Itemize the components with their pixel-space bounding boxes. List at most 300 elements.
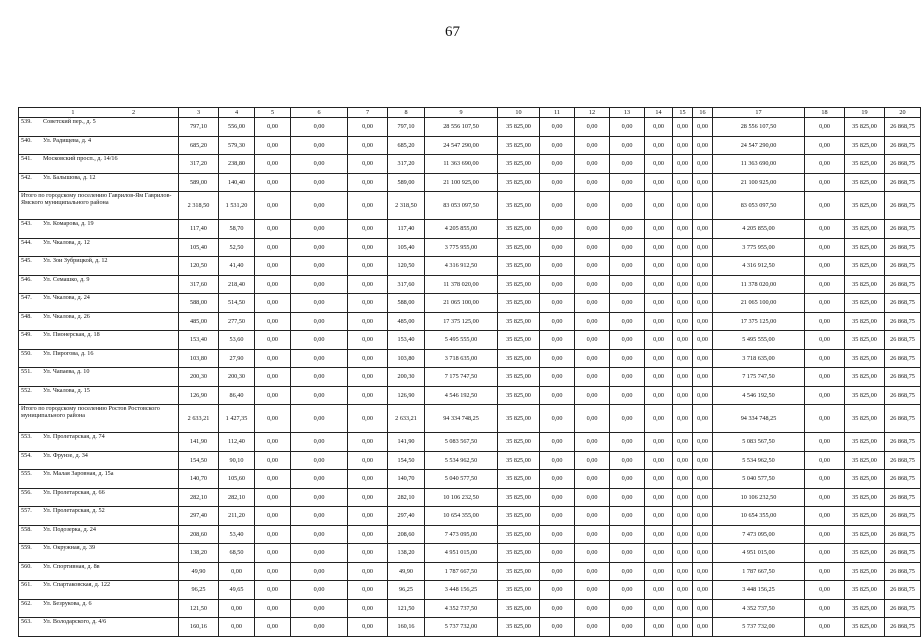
value-cell-14: 0,00 [645,294,673,313]
value-cell-17: 83 053 097,50 [713,192,805,220]
value-cell-5: 0,00 [255,470,291,489]
value-cell-5: 0,00 [255,331,291,350]
value-cell-19: 35 825,00 [845,562,885,581]
value-cell-8: 96,25 [388,581,425,600]
value-cell-11: 0,00 [540,525,575,544]
value-cell-15: 0,00 [673,136,693,155]
value-cell-6: 0,00 [291,275,348,294]
value-cell-14: 0,00 [645,386,673,405]
value-cell-16: 0,00 [693,294,713,313]
value-cell-12: 0,00 [575,618,610,637]
value-cell-9: 94 334 748,25 [425,405,498,433]
address-cell [19,618,179,637]
value-cell-8: 685,20 [388,136,425,155]
header-cell: 16 [693,108,713,118]
address-cell [19,118,179,137]
address-text: Ул. Безрукова, д. 6 [43,599,92,607]
value-cell-4: 0,00 [219,599,255,618]
address-cell [19,470,179,489]
value-cell-4: 86,40 [219,386,255,405]
value-cell-13: 0,00 [610,488,645,507]
row-number: 561. [21,581,32,588]
value-cell-7: 0,00 [348,544,388,563]
address-cell [19,238,179,257]
value-cell-17: 10 654 355,00 [713,507,805,526]
value-cell-4: 90,10 [219,451,255,470]
address-cell [19,599,179,618]
value-cell-16: 0,00 [693,405,713,433]
value-cell-13: 0,00 [610,507,645,526]
value-cell-5: 0,00 [255,599,291,618]
value-cell-7: 0,00 [348,599,388,618]
value-cell-13: 0,00 [610,118,645,137]
value-cell-18: 0,00 [805,220,845,239]
value-cell-18: 0,00 [805,562,845,581]
value-cell-16: 0,00 [693,220,713,239]
value-cell-3: 282,10 [179,488,219,507]
value-cell-4: 282,10 [219,488,255,507]
value-cell-5: 0,00 [255,136,291,155]
value-cell-10: 35 825,00 [498,599,540,618]
row-number: 557. [21,507,32,514]
value-cell-15: 0,00 [673,192,693,220]
value-cell-18: 0,00 [805,544,845,563]
value-cell-19: 35 825,00 [845,599,885,618]
value-cell-14: 0,00 [645,451,673,470]
value-cell-12: 0,00 [575,349,610,368]
value-cell-6: 0,00 [291,405,348,433]
value-cell-6: 0,00 [291,312,348,331]
value-cell-9: 7 473 095,00 [425,525,498,544]
value-cell-20: 26 868,75 [885,618,921,637]
value-cell-4: 556,00 [219,118,255,137]
value-cell-13: 0,00 [610,238,645,257]
value-cell-19: 35 825,00 [845,312,885,331]
value-cell-9: 3 448 156,25 [425,581,498,600]
value-cell-3: 153,40 [179,331,219,350]
value-cell-8: 282,10 [388,488,425,507]
value-cell-15: 0,00 [673,599,693,618]
value-cell-18: 0,00 [805,525,845,544]
value-cell-9: 4 205 855,00 [425,220,498,239]
row-number: 543. [21,220,32,227]
value-cell-7: 0,00 [348,136,388,155]
value-cell-8: 141,90 [388,433,425,452]
value-cell-18: 0,00 [805,599,845,618]
address-cell [19,562,179,581]
address-cell [19,312,179,331]
value-cell-4: 53,40 [219,525,255,544]
header-cell: 18 [805,108,845,118]
value-cell-19: 35 825,00 [845,238,885,257]
row-number: 556. [21,488,32,496]
address-cell [19,581,179,600]
value-cell-18: 0,00 [805,349,845,368]
value-cell-4: 218,40 [219,275,255,294]
value-cell-9: 5 040 577,50 [425,470,498,489]
value-cell-10: 35 825,00 [498,155,540,174]
value-cell-20: 26 868,75 [885,581,921,600]
value-cell-15: 0,00 [673,155,693,174]
value-cell-19: 35 825,00 [845,192,885,220]
value-cell-5: 0,00 [255,173,291,192]
value-cell-3: 297,40 [179,507,219,526]
value-cell-7: 0,00 [348,118,388,137]
value-cell-19: 35 825,00 [845,294,885,313]
value-cell-4: 1 427,35 [219,405,255,433]
address-text: Ул. Подозерка, д. 24 [43,525,96,533]
value-cell-5: 0,00 [255,525,291,544]
header-number-2: 2 [131,109,136,116]
value-cell-9: 5 534 962,50 [425,451,498,470]
header-cell: 20 [885,108,921,118]
value-cell-16: 0,00 [693,136,713,155]
value-cell-7: 0,00 [348,562,388,581]
value-cell-5: 0,00 [255,581,291,600]
value-cell-5: 0,00 [255,220,291,239]
value-cell-12: 0,00 [575,220,610,239]
value-cell-12: 0,00 [575,238,610,257]
value-cell-16: 0,00 [693,581,713,600]
value-cell-15: 0,00 [673,173,693,192]
value-cell-11: 0,00 [540,275,575,294]
value-cell-10: 35 825,00 [498,544,540,563]
value-cell-3: 317,20 [179,155,219,174]
value-cell-18: 0,00 [805,405,845,433]
table-row [19,451,921,470]
value-cell-19: 35 825,00 [845,220,885,239]
value-cell-4: 41,40 [219,257,255,276]
value-cell-4: 52,50 [219,238,255,257]
value-cell-19: 35 825,00 [845,433,885,452]
table-row [19,470,921,489]
value-cell-11: 0,00 [540,433,575,452]
value-cell-5: 0,00 [255,618,291,637]
value-cell-8: 154,50 [388,451,425,470]
value-cell-5: 0,00 [255,275,291,294]
value-cell-20: 26 868,75 [885,433,921,452]
value-cell-10: 35 825,00 [498,136,540,155]
value-cell-6: 0,00 [291,451,348,470]
address-cell [19,173,179,192]
address-text: Ул. Малая Заровная, д. 15а [43,470,114,477]
value-cell-13: 0,00 [610,331,645,350]
value-cell-15: 0,00 [673,618,693,637]
value-cell-16: 0,00 [693,386,713,405]
value-cell-19: 35 825,00 [845,349,885,368]
value-cell-6: 0,00 [291,618,348,637]
row-number: 559. [21,544,32,551]
value-cell-7: 0,00 [348,386,388,405]
value-cell-18: 0,00 [805,155,845,174]
value-cell-5: 0,00 [255,451,291,470]
value-cell-8: 103,80 [388,349,425,368]
value-cell-12: 0,00 [575,192,610,220]
value-cell-8: 126,90 [388,386,425,405]
value-cell-9: 3 775 955,00 [425,238,498,257]
value-cell-18: 0,00 [805,312,845,331]
table-row [19,349,921,368]
table-row [19,275,921,294]
value-cell-19: 35 825,00 [845,257,885,276]
value-cell-15: 0,00 [673,257,693,276]
value-cell-20: 26 868,75 [885,155,921,174]
row-number: 549. [21,331,32,338]
value-cell-16: 0,00 [693,618,713,637]
value-cell-9: 4 951 015,00 [425,544,498,563]
value-cell-20: 26 868,75 [885,368,921,387]
value-cell-18: 0,00 [805,294,845,313]
value-cell-18: 0,00 [805,192,845,220]
address-cell [19,405,179,433]
value-cell-4: 0,00 [219,562,255,581]
table-row [19,618,921,637]
value-cell-10: 35 825,00 [498,238,540,257]
value-cell-15: 0,00 [673,238,693,257]
table-row [19,155,921,174]
value-cell-10: 35 825,00 [498,349,540,368]
value-cell-14: 0,00 [645,173,673,192]
value-cell-18: 0,00 [805,257,845,276]
value-cell-4: 105,60 [219,470,255,489]
value-cell-11: 0,00 [540,331,575,350]
value-cell-6: 0,00 [291,118,348,137]
value-cell-9: 10 106 232,50 [425,488,498,507]
value-cell-3: 141,90 [179,433,219,452]
value-cell-17: 5 083 567,50 [713,433,805,452]
value-cell-17: 3 448 156,25 [713,581,805,600]
table-row [19,488,921,507]
value-cell-3: 685,20 [179,136,219,155]
value-cell-10: 35 825,00 [498,581,540,600]
value-cell-11: 0,00 [540,386,575,405]
value-cell-9: 83 053 097,50 [425,192,498,220]
table-row [19,331,921,350]
value-cell-4: 112,40 [219,433,255,452]
value-cell-6: 0,00 [291,433,348,452]
address-cell [19,488,179,507]
value-cell-6: 0,00 [291,368,348,387]
value-cell-20: 26 868,75 [885,220,921,239]
value-cell-16: 0,00 [693,349,713,368]
value-cell-16: 0,00 [693,155,713,174]
value-cell-17: 4 352 737,50 [713,599,805,618]
value-cell-12: 0,00 [575,275,610,294]
value-cell-8: 797,10 [388,118,425,137]
value-cell-19: 35 825,00 [845,618,885,637]
value-cell-4: 277,50 [219,312,255,331]
value-cell-7: 0,00 [348,581,388,600]
value-cell-10: 35 825,00 [498,173,540,192]
value-cell-8: 2 318,50 [388,192,425,220]
value-cell-11: 0,00 [540,349,575,368]
address-text: Ул. Володарского, д. 4/6 [43,618,107,625]
value-cell-20: 26 868,75 [885,312,921,331]
value-cell-4: 200,30 [219,368,255,387]
value-cell-10: 35 825,00 [498,331,540,350]
value-cell-6: 0,00 [291,525,348,544]
value-cell-3: 126,90 [179,386,219,405]
value-cell-6: 0,00 [291,136,348,155]
value-cell-7: 0,00 [348,507,388,526]
value-cell-16: 0,00 [693,368,713,387]
row-number: 546. [21,275,32,283]
value-cell-14: 0,00 [645,312,673,331]
value-cell-8: 297,40 [388,507,425,526]
table-row [19,173,921,192]
value-cell-14: 0,00 [645,618,673,637]
value-cell-10: 35 825,00 [498,470,540,489]
value-cell-4: 27,90 [219,349,255,368]
value-cell-14: 0,00 [645,470,673,489]
value-cell-16: 0,00 [693,470,713,489]
value-cell-11: 0,00 [540,312,575,331]
value-cell-13: 0,00 [610,544,645,563]
value-cell-19: 35 825,00 [845,118,885,137]
value-cell-3: 797,10 [179,118,219,137]
value-cell-13: 0,00 [610,470,645,489]
value-cell-10: 35 825,00 [498,618,540,637]
address-text: Ул. Спортивная, д. 8в [43,562,100,570]
value-cell-12: 0,00 [575,312,610,331]
value-cell-11: 0,00 [540,238,575,257]
value-cell-3: 138,20 [179,544,219,563]
value-cell-8: 485,00 [388,312,425,331]
value-cell-12: 0,00 [575,118,610,137]
value-cell-19: 35 825,00 [845,368,885,387]
value-cell-15: 0,00 [673,368,693,387]
value-cell-7: 0,00 [348,368,388,387]
value-cell-15: 0,00 [673,488,693,507]
value-cell-10: 35 825,00 [498,562,540,581]
address-text: Итого по городскому поселению Ростов Ростовского муниципального района [21,405,160,419]
value-cell-11: 0,00 [540,451,575,470]
value-cell-20: 26 868,75 [885,507,921,526]
value-cell-13: 0,00 [610,257,645,276]
value-cell-13: 0,00 [610,220,645,239]
row-number: 539. [21,118,32,125]
value-cell-20: 26 868,75 [885,349,921,368]
value-cell-15: 0,00 [673,349,693,368]
value-cell-12: 0,00 [575,294,610,313]
value-cell-19: 35 825,00 [845,275,885,294]
address-text: Ул. Окружная, д. 39 [43,544,96,551]
value-cell-15: 0,00 [673,544,693,563]
value-cell-10: 35 825,00 [498,451,540,470]
value-cell-3: 200,30 [179,368,219,387]
row-number: 541. [21,155,32,162]
address-text: Ул. Чапаева, д. 10 [43,368,90,375]
value-cell-19: 35 825,00 [845,488,885,507]
header-cell: 14 [645,108,673,118]
value-cell-14: 0,00 [645,544,673,563]
address-text: Советский пер., д. 5 [43,118,96,125]
value-cell-17: 5 737 732,00 [713,618,805,637]
value-cell-20: 26 868,75 [885,488,921,507]
value-cell-14: 0,00 [645,433,673,452]
row-number: 562. [21,599,32,607]
header-cell: 8 [388,108,425,118]
value-cell-20: 26 868,75 [885,386,921,405]
value-cell-15: 0,00 [673,525,693,544]
value-cell-12: 0,00 [575,405,610,433]
value-cell-19: 35 825,00 [845,173,885,192]
table-row [19,386,921,405]
value-cell-7: 0,00 [348,155,388,174]
value-cell-17: 7 175 747,50 [713,368,805,387]
value-cell-8: 120,50 [388,257,425,276]
value-cell-3: 589,00 [179,173,219,192]
value-cell-17: 24 547 290,00 [713,136,805,155]
row-number: 545. [21,257,32,264]
value-cell-13: 0,00 [610,386,645,405]
value-cell-3: 120,50 [179,257,219,276]
value-cell-12: 0,00 [575,451,610,470]
value-cell-6: 0,00 [291,220,348,239]
value-cell-7: 0,00 [348,451,388,470]
value-cell-8: 117,40 [388,220,425,239]
value-cell-15: 0,00 [673,507,693,526]
value-cell-7: 0,00 [348,405,388,433]
value-cell-17: 4 316 912,50 [713,257,805,276]
value-cell-10: 35 825,00 [498,294,540,313]
value-cell-17: 10 106 232,50 [713,488,805,507]
value-cell-7: 0,00 [348,349,388,368]
value-cell-13: 0,00 [610,275,645,294]
value-cell-20: 26 868,75 [885,275,921,294]
value-cell-8: 589,00 [388,173,425,192]
value-cell-14: 0,00 [645,155,673,174]
value-cell-13: 0,00 [610,525,645,544]
value-cell-19: 35 825,00 [845,155,885,174]
value-cell-14: 0,00 [645,118,673,137]
value-cell-14: 0,00 [645,257,673,276]
address-cell [19,275,179,294]
value-cell-18: 0,00 [805,368,845,387]
value-cell-6: 0,00 [291,507,348,526]
value-cell-11: 0,00 [540,618,575,637]
value-cell-9: 11 363 690,00 [425,155,498,174]
table-row [19,220,921,239]
row-number: 550. [21,349,32,357]
address-cell [19,331,179,350]
value-cell-16: 0,00 [693,433,713,452]
value-cell-12: 0,00 [575,470,610,489]
value-cell-7: 0,00 [348,525,388,544]
table-row [19,544,921,563]
value-cell-4: 49,65 [219,581,255,600]
value-cell-7: 0,00 [348,470,388,489]
value-cell-14: 0,00 [645,507,673,526]
address-text: Ул. Чкалова, д. 24 [43,294,90,301]
value-cell-12: 0,00 [575,257,610,276]
value-cell-16: 0,00 [693,331,713,350]
address-cell [19,368,179,387]
value-cell-8: 160,16 [388,618,425,637]
value-cell-8: 2 633,21 [388,405,425,433]
value-cell-10: 35 825,00 [498,405,540,433]
header-cell: 19 [845,108,885,118]
value-cell-8: 138,20 [388,544,425,563]
table-row [19,312,921,331]
value-cell-15: 0,00 [673,581,693,600]
value-cell-20: 26 868,75 [885,192,921,220]
value-cell-5: 0,00 [255,507,291,526]
value-cell-19: 35 825,00 [845,451,885,470]
value-cell-17: 3 718 635,00 [713,349,805,368]
address-cell [19,433,179,452]
value-cell-20: 26 868,75 [885,294,921,313]
